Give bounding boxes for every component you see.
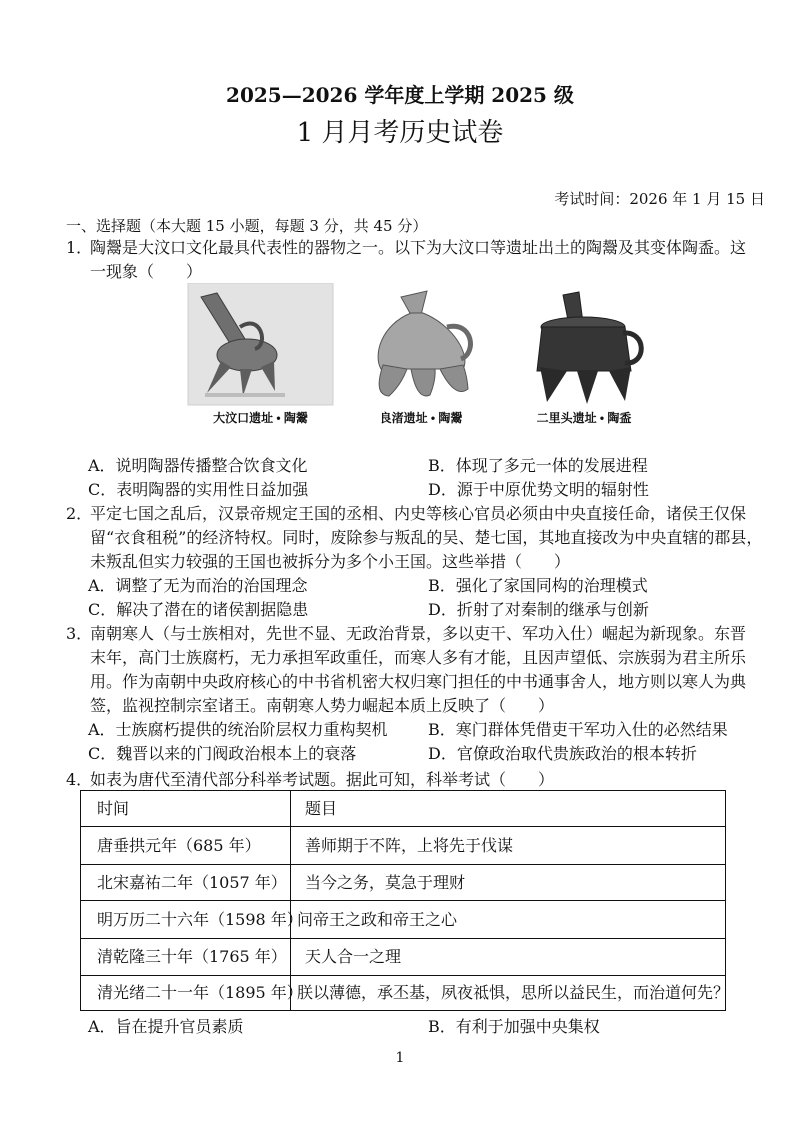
option-a[interactable]: A．说明陶器传播整合饮食文化 [88,456,308,475]
erlitou-vessel-photo [537,292,641,404]
option-a[interactable]: A．旨在提升官员素质 [88,1017,244,1036]
table-row [81,865,726,901]
table-header-time: 时间 [81,791,291,827]
question-1 [0,236,800,284]
option-d[interactable]: D．官僚政治取代贵族政治的根本转折 [428,744,697,763]
question-number: 3． [66,624,93,643]
question-stem-line: 一现象（ ） [90,262,203,281]
option-c[interactable]: C．解决了潜在的诸侯割据隐患 [88,600,309,619]
question-stem-line: 签，监视控制宗室诸王。南朝寒人势力崛起本质上反映了（ ） [90,696,555,715]
time-cell: 明万历二十六年（1598 年） [81,901,291,939]
option-c[interactable]: C．表明陶器的实用性日益加强 [88,480,309,499]
time-cell: 清光绪二十一年（1895 年） [81,976,291,1011]
figure-caption: 二里头遗址 • 陶盉 [536,411,632,425]
page-number: 1 [395,1050,405,1066]
question-stem-line: 如表为唐代至清代部分科举考试题。据此可知，科举考试（ ） [90,770,555,789]
option-a[interactable]: A．调整了无为而治的治国理念 [88,576,308,595]
question-number: 2． [66,504,93,523]
question-4-options [0,1015,800,1039]
question-4 [0,768,800,792]
question-number: 4． [66,770,93,789]
question-cell: 天人合一之理 [291,939,726,976]
question-3 [0,622,800,766]
question-2 [0,502,800,622]
table-header-question: 题目 [291,791,726,827]
liangzhu-vessel-photo [378,291,470,396]
question-1-options [0,454,800,502]
question-number: 1． [66,238,93,257]
figure-caption: 良渚遗址 • 陶鬶 [379,411,463,425]
question-stem-line: 平定七国之乱后，汉景帝规定王国的丞相、内史等核心官员必须由中央直接任命，诸侯王仅保 [90,504,747,523]
dawenkou-vessel-photo [188,283,333,405]
option-b[interactable]: B．寒门群体凭借吏干军功入仕的必然结果 [428,720,728,739]
option-d[interactable]: D．折射了对秦制的继承与创新 [428,600,649,619]
option-b[interactable]: B．体现了多元一体的发展进程 [428,456,648,475]
question-cell: 朕以薄德，承丕基，夙夜祗惧，思所以益民生，而治道何先？ [291,976,726,1011]
time-cell: 唐垂拱元年（685 年） [81,827,291,865]
option-b[interactable]: B．有利于加强中央集权 [428,1017,600,1036]
question-stem-line: 用。作为南朝中央政府核心的中书省机密大权归寒门担任的中书通事舍人，地方则以寒人为典 [90,672,747,691]
table-row [81,976,726,1011]
question-cell: 善师期于不阵，上将先于伐谋 [291,827,726,865]
figure-caption: 大汶口遗址 • 陶鬶 [213,411,308,425]
option-d[interactable]: D．源于中原优势文明的辐射性 [428,480,649,499]
exam-date: 考试时间：2026 年 1 月 15 日 [554,190,765,208]
time-cell: 北宋嘉祐二年（1057 年） [81,865,291,901]
option-a[interactable]: A．士族腐朽提供的统治阶层权力重构契机 [88,720,388,739]
table-header-row [81,791,726,827]
question-stem-line: 末年，高门士族腐朽，无力承担军政重任，而寒人多有才能，且因声望低、宗族弱为君主所乐 [90,648,747,667]
exam-questions-table [80,790,730,1011]
question-stem-line: 陶鬶是大汶口文化最具代表性的器物之一。以下为大汶口等遗址出土的陶鬶及其变体陶盉。这 [90,238,747,257]
option-b[interactable]: B．强化了家国同构的治理模式 [428,576,648,595]
table-row [81,901,726,939]
time-cell: 清乾隆三十年（1765 年） [81,939,291,976]
exam-title-line1: 2025—2026 学年度上学期 2025 级 [226,83,574,107]
exam-title-line2: 1 月月考历史试卷 [296,118,504,148]
pottery-figure [185,283,645,408]
question-cell: 问帝王之政和帝王之心 [291,901,726,939]
question-stem-line: 未叛乱但实力较强的王国也被拆分为多个小王国。这些举措（ ） [90,552,571,571]
table-row [81,939,726,976]
question-stem-line: 留“衣食租税”的经济特权。同时，废除参与叛乱的吴、楚七国，其地直接改为中央直辖的郡县， [90,528,763,547]
table-row [81,827,726,865]
question-stem-line: 南朝寒人（与士族相对，先世不显、无政治背景，多以吏干、军功入仕）崛起为新现象。东晋 [90,624,747,643]
option-c[interactable]: C．魏晋以来的门阀政治根本上的衰落 [88,744,357,763]
question-cell: 当今之务，莫急于理财 [291,865,726,901]
section-title: 一、选择题（本大题 15 小题，每题 3 分，共 45 分） [66,217,428,235]
